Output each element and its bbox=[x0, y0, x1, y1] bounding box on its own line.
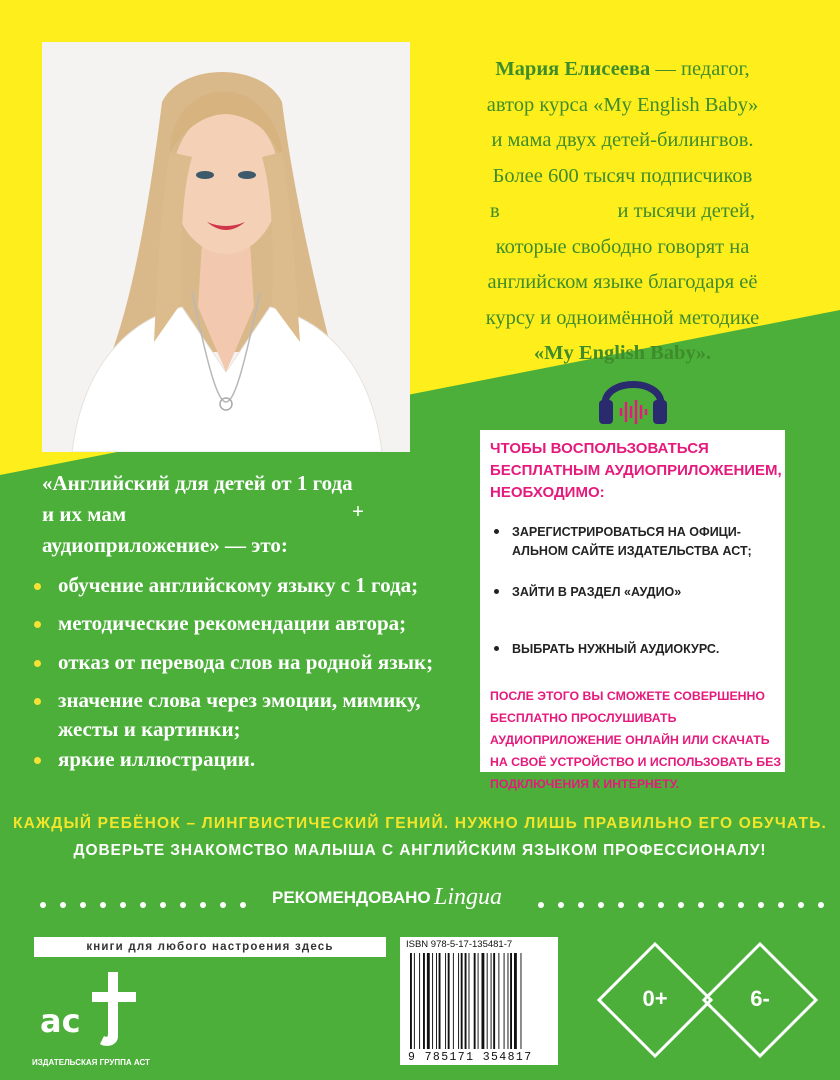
barcode-bar bbox=[510, 953, 512, 1049]
bio-line: в и тысячи детей, bbox=[490, 200, 755, 222]
feature-text: отказ от перевода слов на родной язык; bbox=[58, 650, 434, 674]
dot-divider-left bbox=[40, 902, 246, 908]
barcode-bar bbox=[453, 953, 454, 1049]
lead-line: «Английский для детей от 1 года bbox=[42, 471, 353, 495]
barcode-bar bbox=[493, 953, 495, 1049]
dot-divider-right bbox=[538, 902, 824, 908]
barcode-bar bbox=[474, 953, 476, 1049]
bio-line: английском языке благодаря её bbox=[487, 271, 758, 293]
bio-line: автор курса «My English Baby» bbox=[486, 93, 759, 116]
bio-line: Более 600 тысяч подписчиков bbox=[492, 164, 753, 187]
barcode-bar bbox=[414, 953, 415, 1049]
author-bio bbox=[420, 52, 825, 372]
method-name: «My English Baby». bbox=[533, 342, 712, 364]
audio-app-info-box bbox=[480, 430, 785, 791]
age-rating-text: 6- bbox=[750, 986, 770, 1011]
age-rating-text: 0+ bbox=[642, 986, 668, 1011]
barcode-bars bbox=[408, 953, 552, 1051]
features-lead bbox=[42, 468, 462, 561]
slogan-line-2: ДОВЕРЬТЕ ЗНАКОМСТВО МАЛЫША С АНГЛИЙСКИМ ЯЗЫКОМ ПРОФЕССИОНАЛУ! bbox=[73, 842, 767, 859]
barcode-bar bbox=[410, 953, 412, 1049]
barcode-bar bbox=[498, 953, 499, 1049]
svg-text:ас: ас bbox=[40, 1002, 81, 1040]
author-photo bbox=[42, 42, 410, 452]
feature-item bbox=[58, 648, 478, 677]
barcode-bar bbox=[427, 953, 430, 1049]
author-name: Мария Елисеева bbox=[495, 58, 651, 80]
info-heading-line: БЕСПЛАТНЫМ АУДИОПРИЛОЖЕНИЕМ, bbox=[490, 462, 782, 479]
barcode-bar bbox=[436, 953, 437, 1049]
barcode-bar bbox=[439, 953, 441, 1049]
bio-line: и мама двух детей-билингвов. bbox=[491, 129, 754, 151]
feature-item bbox=[58, 686, 473, 744]
lead-line: аудиоприложение» — это: bbox=[42, 533, 288, 557]
barcode-bar bbox=[445, 953, 446, 1049]
barcode-bar bbox=[514, 953, 517, 1049]
info-heading-line: НЕОБХОДИМО: bbox=[490, 484, 605, 501]
feature-text: обучение английскому языку с 1 года; bbox=[58, 573, 419, 597]
feature-text: яркие иллюстрации. bbox=[58, 747, 256, 771]
barcode-bar bbox=[448, 953, 450, 1049]
barcode-bar bbox=[465, 953, 467, 1049]
lead-line: и их мам bbox=[42, 502, 127, 526]
barcode-bar bbox=[487, 953, 488, 1049]
step-text: ВЫБРАТЬ НУЖНЫЙ АУДИОКУРС. bbox=[512, 642, 720, 656]
barcode-bar bbox=[482, 953, 485, 1049]
headphones-icon bbox=[480, 360, 785, 435]
feature-text: методические рекомендации автора; bbox=[58, 611, 407, 635]
age-rating-badge bbox=[595, 940, 715, 1060]
step-item bbox=[512, 640, 777, 659]
publisher-tagline: книги для любого настроения здесь bbox=[34, 937, 386, 957]
step-text: ЗАЙТИ В РАЗДЕЛ «АУДИО» bbox=[512, 585, 682, 599]
barcode-bar bbox=[458, 953, 459, 1049]
barcode-bar bbox=[423, 953, 425, 1049]
barcode-bar bbox=[521, 953, 522, 1049]
barcode bbox=[400, 937, 558, 1065]
recommended-label: РЕКОМЕНДОВАНО bbox=[272, 888, 431, 907]
slogan-line-1: КАЖДЫЙ РЕБЁНОК – ЛИНГВИСТИЧЕСКИЙ ГЕНИЙ. НУЖНО ЛИШЬ ПРАВИЛЬНО ЕГО ОБУЧАТЬ. bbox=[12, 815, 828, 832]
publisher-name: ИЗДАТЕЛЬСКАЯ ГРУППА АСТ bbox=[32, 1058, 150, 1067]
step-item bbox=[512, 523, 777, 561]
info-footer: ПОСЛЕ ЭТОГО ВЫ СМОЖЕТЕ СОВЕРШЕННО БЕСПЛАТНО ПРОСЛУШИВАТЬ АУДИОПРИЛОЖЕНИЕ ОНЛАЙН ИЛИ СКАЧАТЬ НА СВОЁ УСТРОЙСТВО И ИСПОЛЬЗОВАТЬ БЕЗ ПОДКЛЮЧЕНИЯ К ИНТЕРНЕТУ. bbox=[490, 689, 782, 791]
bio-line: курсу и одноимённой методике bbox=[485, 306, 760, 329]
barcode-bar bbox=[432, 953, 433, 1049]
ean-number: 9 785171 354817 bbox=[408, 1051, 533, 1064]
barcode-bar bbox=[478, 953, 479, 1049]
plus-sign: + bbox=[352, 499, 364, 523]
barcode-bar bbox=[508, 953, 509, 1049]
barcode-bar bbox=[461, 953, 463, 1049]
age-rating-badge bbox=[700, 940, 820, 1060]
barcode-bar bbox=[469, 953, 470, 1049]
info-heading-line: ЧТОБЫ ВОСПОЛЬЗОВАТЬСЯ bbox=[490, 440, 709, 457]
barcode-bar bbox=[419, 953, 420, 1049]
barcode-bar bbox=[491, 953, 492, 1049]
info-heading bbox=[490, 438, 782, 504]
bio-line: — педагог, bbox=[655, 58, 750, 80]
feature-text: значение слова через эмоции, мимику, жесты и картинки; bbox=[58, 688, 421, 741]
bio-line: которые свободно говорят на bbox=[495, 235, 750, 258]
lingua-logo: Lingua bbox=[434, 884, 503, 910]
ast-logo bbox=[36, 966, 146, 1061]
step-item bbox=[512, 583, 777, 602]
feature-item bbox=[58, 571, 478, 600]
step-text: ЗАРЕГИСТРИРОВАТЬСЯ НА ОФИЦИ-АЛЬНОМ САЙТЕ ИЗДАТЕЛЬСТВА АСТ; bbox=[512, 525, 752, 558]
isbn-text: ISBN 978-5-17-135481-7 bbox=[406, 939, 513, 950]
barcode-bar bbox=[504, 953, 505, 1049]
feature-item bbox=[58, 609, 478, 638]
feature-item bbox=[58, 745, 478, 774]
